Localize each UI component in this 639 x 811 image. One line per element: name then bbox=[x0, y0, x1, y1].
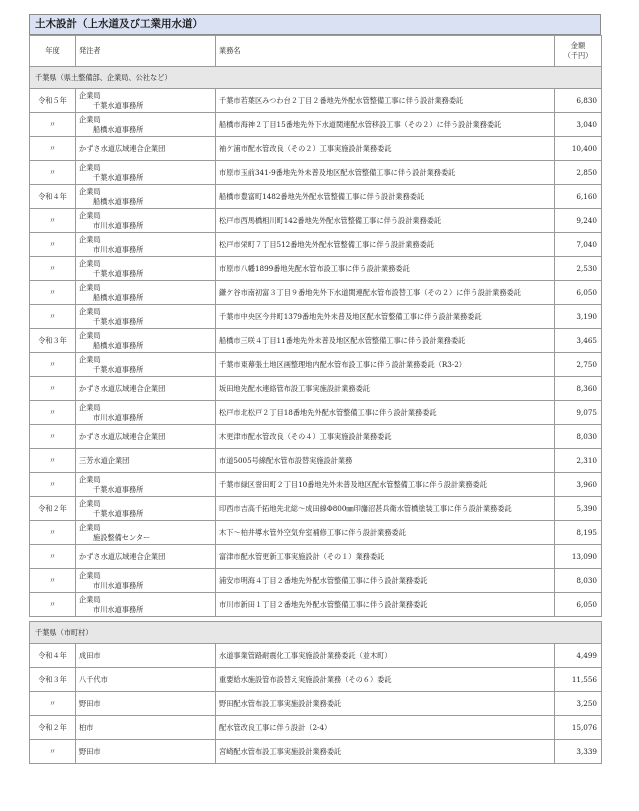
cell-project-name: 木更津市配水管改良（その４）工事実施設計業務委託 bbox=[216, 425, 555, 449]
cell-year: 〃 bbox=[30, 425, 76, 449]
client-org: 企業局 bbox=[79, 402, 101, 412]
table-row bbox=[30, 353, 602, 377]
section-label: 千葉県（県土整備部、企業局、公社など） bbox=[30, 67, 602, 89]
cell-client bbox=[76, 473, 216, 497]
table-row bbox=[30, 692, 602, 716]
cell-year: 〃 bbox=[30, 569, 76, 593]
cell-client bbox=[76, 257, 216, 281]
table-row bbox=[30, 716, 602, 740]
table-row bbox=[30, 305, 602, 329]
table-row bbox=[30, 593, 602, 617]
section-header-row bbox=[30, 67, 602, 89]
cell-client bbox=[76, 281, 216, 305]
cell-client bbox=[76, 209, 216, 233]
client-org: 企業局 bbox=[79, 90, 101, 100]
cell-client bbox=[76, 692, 216, 716]
table-row bbox=[30, 668, 602, 692]
client-org: かずさ水道広域連合企業団 bbox=[79, 143, 166, 153]
cell-year: 〃 bbox=[30, 281, 76, 305]
client-org: 企業局 bbox=[79, 570, 101, 580]
header-name: 業務名 bbox=[216, 36, 555, 67]
header-amount bbox=[555, 36, 602, 67]
client-office: 千葉水道事務所 bbox=[93, 364, 144, 374]
client-org: 企業局 bbox=[79, 594, 101, 604]
cell-project-name: 市原市玉前341-9番地先外未普及地区配水管整備工事に伴う設計業務委託 bbox=[216, 161, 555, 185]
cell-amount: 3,040 bbox=[555, 113, 602, 137]
client-office: 船橋水道事務所 bbox=[93, 340, 144, 350]
client-org: 三芳水道企業団 bbox=[79, 455, 130, 465]
cell-amount: 3,190 bbox=[555, 305, 602, 329]
client-org: 企業局 bbox=[79, 114, 101, 124]
client-office: 市川水道事務所 bbox=[93, 412, 144, 422]
cell-project-name: 千葉市中央区今井町1379番地先外未普及地区配水管整備工事に伴う設計業務委託 bbox=[216, 305, 555, 329]
table-row bbox=[30, 740, 602, 764]
cell-amount: 6,160 bbox=[555, 185, 602, 209]
cell-project-name: 松戸市栄町７丁目512番地先外配水管整備工事に伴う設計業務委託 bbox=[216, 233, 555, 257]
cell-year: 〃 bbox=[30, 233, 76, 257]
table-row bbox=[30, 425, 602, 449]
client-office: 千葉水道事務所 bbox=[93, 508, 144, 518]
cell-amount: 3,250 bbox=[555, 692, 602, 716]
cell-project-name: 坂田地先配水連絡管布設工事実施設計業務委託 bbox=[216, 377, 555, 401]
cell-amount: 8,195 bbox=[555, 521, 602, 545]
table-row bbox=[30, 449, 602, 473]
cell-amount: 15,076 bbox=[555, 716, 602, 740]
cell-amount: 2,750 bbox=[555, 353, 602, 377]
cell-client bbox=[76, 449, 216, 473]
table-row bbox=[30, 233, 602, 257]
cell-year: 令和４年 bbox=[30, 644, 76, 668]
table-row bbox=[30, 89, 602, 113]
table-row bbox=[30, 137, 602, 161]
cell-year: 令和２年 bbox=[30, 497, 76, 521]
cell-amount: 8,030 bbox=[555, 425, 602, 449]
cell-amount: 2,850 bbox=[555, 161, 602, 185]
cell-year: 令和３年 bbox=[30, 668, 76, 692]
table-header-row bbox=[30, 36, 602, 67]
section-label: 千葉県（市町村） bbox=[30, 622, 602, 644]
cell-amount: 10,400 bbox=[555, 137, 602, 161]
cell-project-name: 重要給水施設管布設替え実施設計業務（その６）委託 bbox=[216, 668, 555, 692]
cell-amount: 6,050 bbox=[555, 281, 602, 305]
cell-client bbox=[76, 593, 216, 617]
cell-client bbox=[76, 668, 216, 692]
cell-amount: 7,040 bbox=[555, 233, 602, 257]
client-office: 千葉水道事務所 bbox=[93, 316, 144, 326]
cell-year: 〃 bbox=[30, 692, 76, 716]
cell-amount: 5,390 bbox=[555, 497, 602, 521]
cell-client bbox=[76, 233, 216, 257]
section-header-row bbox=[30, 622, 602, 644]
client-office: 千葉水道事務所 bbox=[93, 268, 144, 278]
table-row bbox=[30, 161, 602, 185]
client-org: 柏市 bbox=[79, 722, 94, 732]
cell-project-name: 水道事業管路耐震化工事実施設計業務委託（並木町） bbox=[216, 644, 555, 668]
cell-amount: 6,830 bbox=[555, 89, 602, 113]
cell-project-name: 船橋市海神２丁目15番地先外下水道関連配水管移設工事（その２）に伴う設計業務委託 bbox=[216, 113, 555, 137]
cell-year: 〃 bbox=[30, 473, 76, 497]
cell-amount: 9,240 bbox=[555, 209, 602, 233]
cell-year: 令和５年 bbox=[30, 89, 76, 113]
client-office: 市川水道事務所 bbox=[93, 244, 144, 254]
table-row bbox=[30, 377, 602, 401]
cell-project-name: 印西市吉高千拓地先北総～成田線Φ800㎜印旛沼甚兵衛水管橋塗装工事に伴う設計業務委託 bbox=[216, 497, 555, 521]
cell-project-name: 松戸市北松戸２丁目18番地先外配水管整備工事に伴う設計業務委託 bbox=[216, 401, 555, 425]
cell-amount: 4,499 bbox=[555, 644, 602, 668]
cell-client bbox=[76, 545, 216, 569]
cell-year: 〃 bbox=[30, 113, 76, 137]
client-org: かずさ水道広域連合企業団 bbox=[79, 431, 166, 441]
cell-year: 〃 bbox=[30, 161, 76, 185]
cell-year: 令和３年 bbox=[30, 329, 76, 353]
cell-client bbox=[76, 644, 216, 668]
cell-project-name: 千葉市若葉区みつわ台２丁目２番地先外配水管整備工事に伴う設計業務委託 bbox=[216, 89, 555, 113]
header-amount-unit: （千円） bbox=[563, 51, 593, 60]
client-org: 企業局 bbox=[79, 282, 101, 292]
cell-year: 令和４年 bbox=[30, 185, 76, 209]
cell-client bbox=[76, 497, 216, 521]
cell-project-name: 千葉市東幕張土地区画整理地内配水管布設工事に伴う設計業務委託（R3-2） bbox=[216, 353, 555, 377]
client-org: 野田市 bbox=[79, 698, 101, 708]
cell-client bbox=[76, 569, 216, 593]
table-row bbox=[30, 569, 602, 593]
cell-year: 令和２年 bbox=[30, 716, 76, 740]
cell-project-name: 浦安市明海４丁目２番地先外配水管整備工事に伴う設計業務委託 bbox=[216, 569, 555, 593]
table-row bbox=[30, 521, 602, 545]
cell-client bbox=[76, 716, 216, 740]
cell-year: 〃 bbox=[30, 305, 76, 329]
client-office: 市川水道事務所 bbox=[93, 604, 144, 614]
cell-amount: 3,465 bbox=[555, 329, 602, 353]
contracts-table bbox=[29, 35, 602, 764]
client-org: 企業局 bbox=[79, 498, 101, 508]
client-org: 企業局 bbox=[79, 258, 101, 268]
cell-project-name: 船橋市豊富町1482番地先外配水管整備工事に伴う設計業務委託 bbox=[216, 185, 555, 209]
cell-client bbox=[76, 137, 216, 161]
header-year: 年度 bbox=[30, 36, 76, 67]
cell-year: 〃 bbox=[30, 449, 76, 473]
cell-project-name: 千葉市緑区誉田町２丁目10番地先外未普及地区配水管整備工事に伴う設計業務委託 bbox=[216, 473, 555, 497]
table-row bbox=[30, 401, 602, 425]
client-org: 成田市 bbox=[79, 650, 101, 660]
table-row bbox=[30, 113, 602, 137]
cell-project-name: 船橋市三咲４丁目11番地先外未普及地区配水管整備工事に伴う設計業務委託 bbox=[216, 329, 555, 353]
client-office: 施設整備センター bbox=[93, 532, 151, 542]
cell-client bbox=[76, 161, 216, 185]
cell-amount: 3,339 bbox=[555, 740, 602, 764]
cell-amount: 9,075 bbox=[555, 401, 602, 425]
client-org: 企業局 bbox=[79, 210, 101, 220]
cell-year: 〃 bbox=[30, 353, 76, 377]
client-office: 船橋水道事務所 bbox=[93, 292, 144, 302]
cell-amount: 13,090 bbox=[555, 545, 602, 569]
client-office: 船橋水道事務所 bbox=[93, 124, 144, 134]
page-title: 土木設計（上水道及び工業用水道） bbox=[29, 14, 601, 35]
cell-amount: 8,360 bbox=[555, 377, 602, 401]
cell-year: 〃 bbox=[30, 137, 76, 161]
cell-client bbox=[76, 521, 216, 545]
cell-year: 〃 bbox=[30, 209, 76, 233]
client-org: かずさ水道広域連合企業団 bbox=[79, 383, 166, 393]
cell-amount: 3,960 bbox=[555, 473, 602, 497]
cell-project-name: 袖ケ浦市配水管改良（その２）工事実施設計業務委託 bbox=[216, 137, 555, 161]
table-row bbox=[30, 185, 602, 209]
cell-project-name: 配水管改良工事に伴う設計（2-4） bbox=[216, 716, 555, 740]
cell-project-name: 宮崎配水管布設工事実施設計業務委託 bbox=[216, 740, 555, 764]
table-row bbox=[30, 257, 602, 281]
cell-year: 〃 bbox=[30, 521, 76, 545]
cell-client bbox=[76, 425, 216, 449]
cell-project-name: 市原市八幡1899番地先配水管布設工事に伴う設計業務委託 bbox=[216, 257, 555, 281]
cell-amount: 2,530 bbox=[555, 257, 602, 281]
cell-client bbox=[76, 401, 216, 425]
cell-project-name: 松戸市西馬橋相川町142番地先外配水管整備工事に伴う設計業務委託 bbox=[216, 209, 555, 233]
client-org: かずさ水道広域連合企業団 bbox=[79, 551, 166, 561]
cell-project-name: 市川市新田１丁目２番地先外配水管整備工事に伴う設計業務委託 bbox=[216, 593, 555, 617]
cell-project-name: 鎌ケ谷市南初富３丁目９番地先外下水道関連配水管布設替工事（その２）に伴う設計業務委託 bbox=[216, 281, 555, 305]
client-org: 企業局 bbox=[79, 522, 101, 532]
client-org: 八千代市 bbox=[79, 674, 108, 684]
cell-client bbox=[76, 377, 216, 401]
cell-client bbox=[76, 329, 216, 353]
client-office: 千葉水道事務所 bbox=[93, 484, 144, 494]
cell-year: 〃 bbox=[30, 740, 76, 764]
cell-client bbox=[76, 353, 216, 377]
cell-client bbox=[76, 89, 216, 113]
cell-year: 〃 bbox=[30, 593, 76, 617]
cell-project-name: 富津市配水管更新工事実施設計（その１）業務委託 bbox=[216, 545, 555, 569]
header-amount-label: 金額 bbox=[570, 41, 586, 50]
client-office: 千葉水道事務所 bbox=[93, 172, 144, 182]
client-office: 市川水道事務所 bbox=[93, 220, 144, 230]
client-org: 企業局 bbox=[79, 162, 101, 172]
client-org: 企業局 bbox=[79, 234, 101, 244]
cell-project-name: 木下～柏井導水管外空気弁室補修工事に伴う設計業務委託 bbox=[216, 521, 555, 545]
cell-project-name: 市道5005号線配水管布設替実施設計業務 bbox=[216, 449, 555, 473]
cell-client bbox=[76, 305, 216, 329]
client-org: 企業局 bbox=[79, 354, 101, 364]
cell-client bbox=[76, 113, 216, 137]
cell-client bbox=[76, 185, 216, 209]
table-row bbox=[30, 644, 602, 668]
client-org: 企業局 bbox=[79, 474, 101, 484]
cell-year: 〃 bbox=[30, 377, 76, 401]
client-office: 船橋水道事務所 bbox=[93, 196, 144, 206]
cell-amount: 6,050 bbox=[555, 593, 602, 617]
cell-amount: 8,030 bbox=[555, 569, 602, 593]
cell-year: 〃 bbox=[30, 545, 76, 569]
cell-year: 〃 bbox=[30, 257, 76, 281]
table-row bbox=[30, 281, 602, 305]
cell-client bbox=[76, 740, 216, 764]
table-row bbox=[30, 545, 602, 569]
client-org: 企業局 bbox=[79, 306, 101, 316]
client-org: 企業局 bbox=[79, 330, 101, 340]
client-org: 野田市 bbox=[79, 746, 101, 756]
cell-amount: 2,310 bbox=[555, 449, 602, 473]
table-row bbox=[30, 473, 602, 497]
table-row bbox=[30, 497, 602, 521]
header-client: 発注者 bbox=[76, 36, 216, 67]
client-org: 企業局 bbox=[79, 186, 101, 196]
table-row bbox=[30, 329, 602, 353]
client-office: 市川水道事務所 bbox=[93, 580, 144, 590]
client-office: 千葉水道事務所 bbox=[93, 100, 144, 110]
table-row bbox=[30, 209, 602, 233]
cell-project-name: 野田配水管布設工事実施設計業務委託 bbox=[216, 692, 555, 716]
cell-year: 〃 bbox=[30, 401, 76, 425]
cell-amount: 11,556 bbox=[555, 668, 602, 692]
